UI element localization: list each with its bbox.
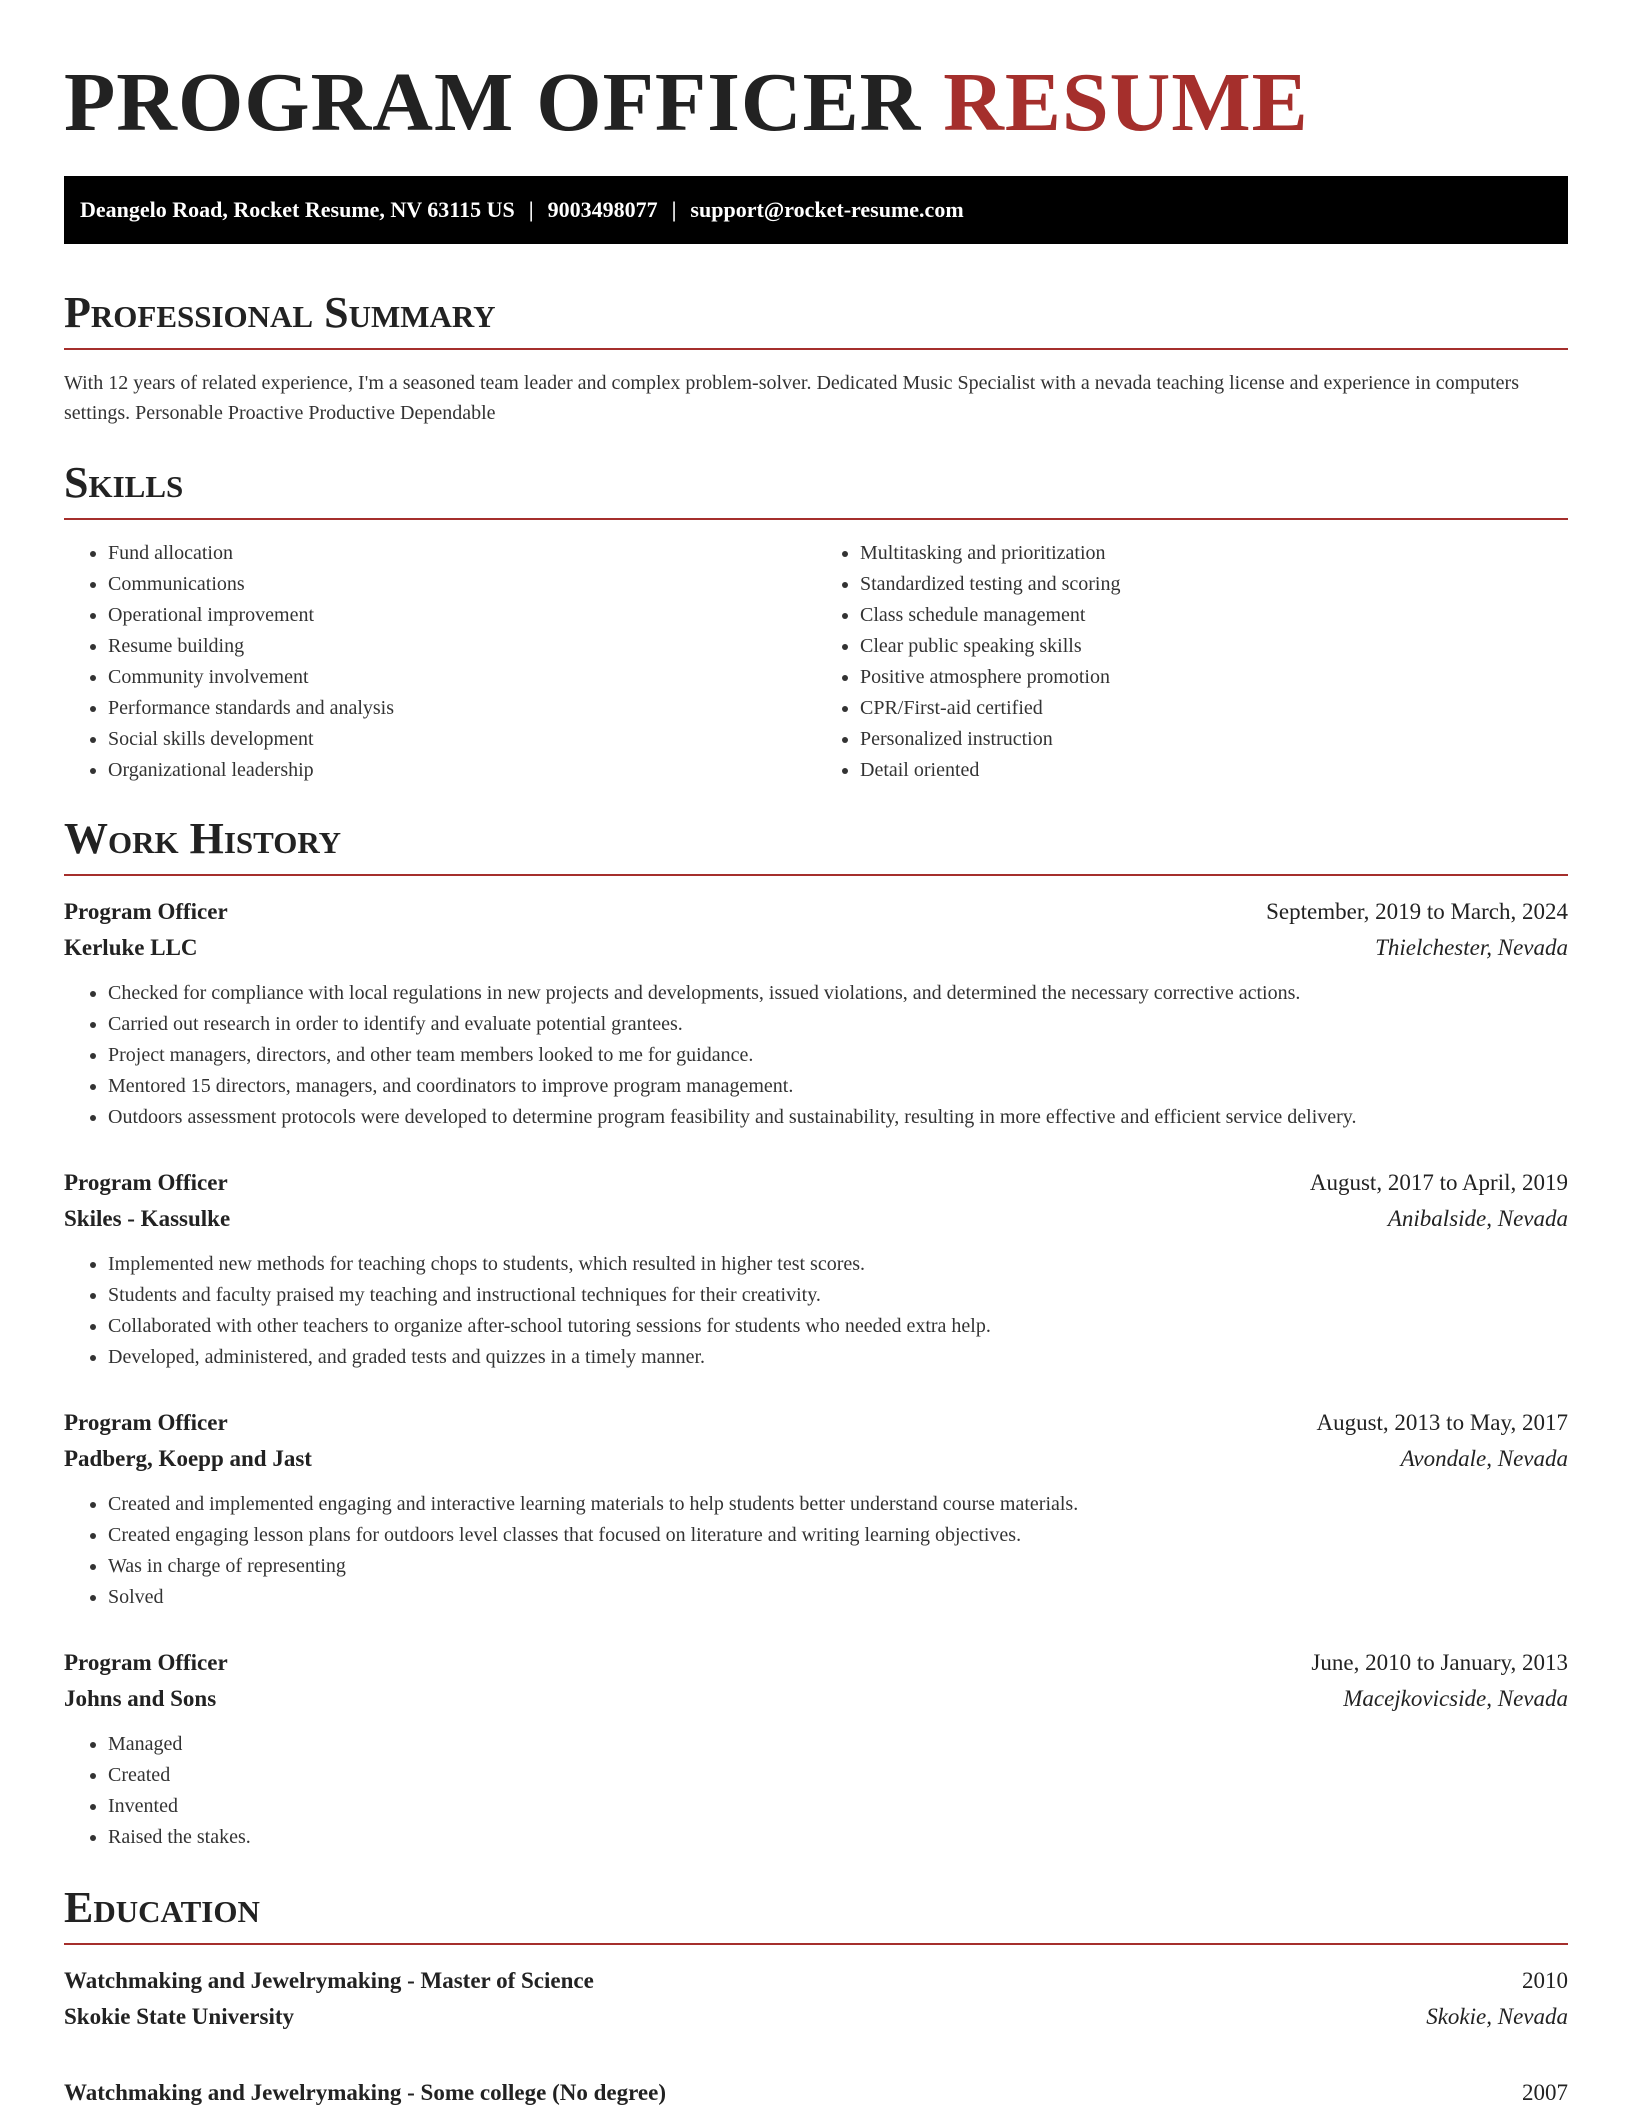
education-entry bbox=[64, 1963, 1568, 2035]
education-entry bbox=[64, 2075, 1568, 2111]
resume-page bbox=[64, 0, 1568, 2111]
job-bullet: • Collaborated with other teachers to organize after-school tutoring sessions for students who needed extra help. bbox=[108, 1311, 1568, 1342]
section-divider bbox=[64, 518, 1568, 520]
job-bullets bbox=[64, 1729, 1568, 1853]
job-bullet: • Developed, administered, and graded tests and quizzes in a timely manner. bbox=[108, 1342, 1568, 1373]
skill-item: • Community involvement bbox=[108, 662, 816, 693]
education-section bbox=[64, 1883, 1568, 2111]
skill-item: • Fund allocation bbox=[108, 538, 816, 569]
job-bullet: • Students and faculty praised my teaching and instructional techniques for their creativity. bbox=[108, 1280, 1568, 1311]
job-location: Avondale, Nevada bbox=[1400, 1446, 1568, 1471]
job-company: Johns and Sons bbox=[64, 1686, 217, 1711]
job-bullet: • Was in charge of representing bbox=[108, 1551, 1568, 1582]
job-entry bbox=[64, 1645, 1568, 1853]
job-bullet: • Mentored 15 directors, managers, and coordinators to improve program management. bbox=[108, 1071, 1568, 1102]
skill-item: • Class schedule management bbox=[860, 600, 1568, 631]
summary-text: With 12 years of related experience, I'm a seasoned team leader and complex problem-solver. Dedicated Music Specialist with a nevada teaching license and experience in computers settings. Personable Proactive Productive Dependable bbox=[64, 372, 1519, 424]
skill-item: • Resume building bbox=[108, 631, 816, 662]
job-bullet: • Checked for compliance with local regulations in new projects and developments, issued violations, and determined the necessary corrective actions. bbox=[108, 978, 1568, 1009]
job-bullet: • Raised the stakes. bbox=[108, 1822, 1568, 1853]
job-bullet: • Project managers, directors, and other team members looked to me for guidance. bbox=[108, 1040, 1568, 1071]
job-bullet: • Managed bbox=[108, 1729, 1568, 1760]
job-title: Program Officer bbox=[64, 1170, 228, 1195]
education-year: 2010 bbox=[1522, 1968, 1568, 1993]
education-degree: Watchmaking and Jewelrymaking - Some college (No degree) bbox=[64, 2080, 666, 2105]
skill-item: • Social skills development bbox=[108, 724, 816, 755]
job-title: Program Officer bbox=[64, 1410, 228, 1435]
education-degree: Watchmaking and Jewelrymaking - Master of Science bbox=[64, 1968, 594, 1993]
job-bullets bbox=[64, 1489, 1568, 1613]
education-year: 2007 bbox=[1522, 2080, 1568, 2105]
job-bullets bbox=[64, 1249, 1568, 1373]
section-divider bbox=[64, 1943, 1568, 1945]
job-bullet: • Created bbox=[108, 1760, 1568, 1791]
job-bullet: • Created and implemented engaging and interactive learning materials to help students better understand course materials. bbox=[108, 1489, 1568, 1520]
job-bullet: • Invented bbox=[108, 1791, 1568, 1822]
job-dates: June, 2010 to January, 2013 bbox=[1311, 1650, 1568, 1675]
contact-bar bbox=[64, 176, 1568, 244]
job-title: Program Officer bbox=[64, 899, 228, 924]
job-bullets bbox=[64, 978, 1568, 1133]
education-location: Skokie, Nevada bbox=[1426, 2004, 1568, 2029]
skill-item: • Operational improvement bbox=[108, 600, 816, 631]
work-history-heading: Work History bbox=[64, 814, 342, 863]
resume-title bbox=[64, 0, 1568, 148]
job-company: Skiles - Kassulke bbox=[64, 1206, 231, 1231]
skill-item: • Detail oriented bbox=[860, 755, 1568, 786]
section-divider bbox=[64, 348, 1568, 350]
job-bullet: • Created engaging lesson plans for outdoors level classes that focused on literature and writing learning objectives. bbox=[108, 1520, 1568, 1551]
resume-title-accent: RESUME bbox=[943, 56, 1309, 149]
job-title: Program Officer bbox=[64, 1650, 228, 1675]
job-dates: August, 2017 to April, 2019 bbox=[1309, 1170, 1568, 1195]
summary-section bbox=[64, 288, 1568, 428]
job-location: Anibalside, Nevada bbox=[1387, 1206, 1568, 1231]
skill-item: • Clear public speaking skills bbox=[860, 631, 1568, 662]
contact-separator: | bbox=[528, 197, 534, 222]
job-bullet: • Solved bbox=[108, 1582, 1568, 1613]
job-company: Padberg, Koepp and Jast bbox=[64, 1446, 312, 1471]
job-bullet: • Outdoors assessment protocols were developed to determine program feasibility and sustainability, resulting in more effective and efficient service delivery. bbox=[108, 1102, 1568, 1133]
job-dates: September, 2019 to March, 2024 bbox=[1266, 899, 1568, 924]
skills-columns bbox=[64, 538, 1568, 786]
contact-email: support@rocket-resume.com bbox=[690, 197, 964, 222]
job-location: Thielchester, Nevada bbox=[1375, 935, 1568, 960]
skills-list-right bbox=[816, 538, 1568, 786]
skill-item: • Performance standards and analysis bbox=[108, 693, 816, 724]
job-company: Kerluke LLC bbox=[64, 935, 198, 960]
resume-title-main: PROGRAM OFFICER bbox=[64, 56, 922, 149]
education-school: Skokie State University bbox=[64, 2004, 294, 2029]
work-history-section bbox=[64, 814, 1568, 1853]
contact-phone: 9003498077 bbox=[547, 197, 658, 222]
contact-address: Deangelo Road, Rocket Resume, NV 63115 US bbox=[80, 197, 515, 222]
job-entry bbox=[64, 1405, 1568, 1613]
job-dates: August, 2013 to May, 2017 bbox=[1316, 1410, 1568, 1435]
skill-item: • Communications bbox=[108, 569, 816, 600]
skill-item: • Standardized testing and scoring bbox=[860, 569, 1568, 600]
job-bullet: • Implemented new methods for teaching chops to students, which resulted in higher test scores. bbox=[108, 1249, 1568, 1280]
skill-item: • Organizational leadership bbox=[108, 755, 816, 786]
skill-item: • CPR/First-aid certified bbox=[860, 693, 1568, 724]
job-bullet: • Carried out research in order to identify and evaluate potential grantees. bbox=[108, 1009, 1568, 1040]
section-divider bbox=[64, 874, 1568, 876]
contact-separator: | bbox=[671, 197, 677, 222]
skills-heading: Skills bbox=[64, 458, 184, 507]
skill-item: • Multitasking and prioritization bbox=[860, 538, 1568, 569]
education-heading: Education bbox=[64, 1883, 260, 1932]
skill-item: • Positive atmosphere promotion bbox=[860, 662, 1568, 693]
skill-item: • Personalized instruction bbox=[860, 724, 1568, 755]
summary-heading: Professional Summary bbox=[64, 288, 496, 337]
skills-section bbox=[64, 458, 1568, 786]
job-location: Macejkovicside, Nevada bbox=[1343, 1686, 1568, 1711]
skills-list-left bbox=[64, 538, 816, 786]
job-entry bbox=[64, 894, 1568, 1133]
job-entry bbox=[64, 1165, 1568, 1373]
